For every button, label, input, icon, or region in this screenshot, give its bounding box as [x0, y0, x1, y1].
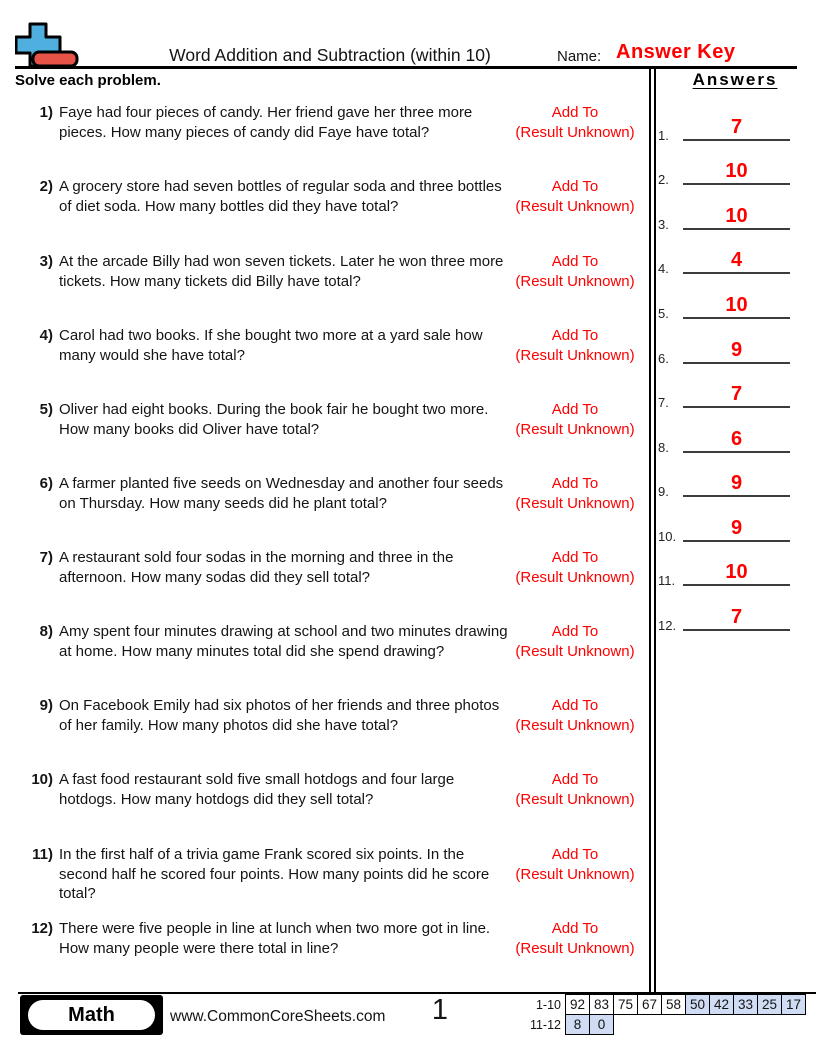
- tag-line2: (Result Unknown): [515, 494, 635, 512]
- score-table: [528, 994, 806, 1035]
- problem-row: [15, 474, 655, 513]
- answers-heading: Answers: [692, 70, 778, 89]
- score-row: [528, 1015, 806, 1035]
- answer-number-label: 9.: [658, 484, 669, 499]
- tag-line1: Add To: [551, 104, 599, 121]
- problem-number: 12): [31, 920, 53, 937]
- problem-number: 10): [31, 771, 53, 788]
- answer-row: [656, 470, 806, 499]
- problem-number: 11): [32, 846, 53, 863]
- tag-line2: (Result Unknown): [515, 790, 635, 808]
- tag-line1: Add To: [551, 623, 599, 640]
- problem-text: A fast food restaurant sold five small hotdogs and four large hotdogs. How many hotdogs did they sell total?: [59, 771, 455, 808]
- answer-line: [683, 406, 790, 408]
- answer-line: [683, 272, 790, 274]
- problem-text: Oliver had eight books. During the book fair he bought two more. How many books did Oliver have total?: [59, 401, 489, 438]
- answer-line: [683, 451, 790, 453]
- answer-row: [656, 337, 806, 366]
- tag-line1: Add To: [551, 475, 599, 492]
- answer-number-label: 11.: [658, 573, 676, 588]
- problem-row: [15, 177, 655, 216]
- score-cell: 17: [782, 995, 806, 1015]
- problem-type-tag: [495, 622, 655, 661]
- answer-row: [656, 158, 806, 187]
- answer-line: [683, 139, 790, 141]
- problem-type-tag: [495, 326, 655, 365]
- score-cell: 58: [662, 995, 686, 1015]
- answer-row: [656, 114, 806, 143]
- problem-row: [15, 548, 655, 587]
- answer-line: [683, 540, 790, 542]
- answer-key-text: Answer Key: [616, 41, 736, 63]
- tag-line1: Add To: [551, 846, 599, 863]
- answer-line: [683, 228, 790, 230]
- score-cell: 8: [566, 1015, 590, 1035]
- problem-row: [15, 770, 655, 809]
- answer-row: [656, 292, 806, 321]
- problem-number: 8): [39, 623, 53, 640]
- problem-row: [15, 845, 655, 904]
- problem-type-tag: [495, 548, 655, 587]
- tag-line1: Add To: [551, 549, 599, 566]
- answer-value: 9: [730, 517, 743, 539]
- problem-number: 7): [39, 549, 53, 566]
- tag-line1: Add To: [551, 327, 599, 344]
- score-cell: 75: [614, 995, 638, 1015]
- problem-number: 9): [39, 697, 53, 714]
- answer-value: 10: [725, 294, 748, 316]
- subject-label: Math: [28, 1000, 155, 1030]
- problem-number: 2): [39, 178, 53, 195]
- problem-text: A restaurant sold four sodas in the morning and three in the afternoon. How many sodas did they sell total?: [59, 549, 454, 586]
- answer-row: [656, 559, 806, 588]
- problem-type-tag: [495, 103, 655, 142]
- score-row-label: 1-10: [535, 997, 561, 1012]
- answer-number-label: 4.: [658, 261, 669, 276]
- problem-type-tag: [495, 400, 655, 439]
- problem-type-tag: [495, 696, 655, 735]
- score-cell: 50: [686, 995, 710, 1015]
- answer-line: [683, 584, 790, 586]
- answer-value: 4: [730, 249, 743, 271]
- problem-type-tag: [495, 474, 655, 513]
- answer-line: [683, 183, 790, 185]
- answer-value: 7: [730, 383, 743, 405]
- problem-text: Carol had two books. If she bought two more at a yard sale how many would she have total?: [59, 327, 483, 364]
- problem-text: In the first half of a trivia game Frank scored six points. In the second half he scored four points. How many points did he score total?: [59, 846, 490, 902]
- tag-line2: (Result Unknown): [515, 865, 635, 883]
- tag-line1: Add To: [551, 697, 599, 714]
- page-number: 1: [431, 994, 449, 1026]
- tag-line2: (Result Unknown): [515, 420, 635, 438]
- answer-number-label: 5.: [658, 306, 669, 321]
- problem-row: [15, 919, 655, 958]
- problem-number: 1): [39, 104, 53, 121]
- answer-row: [656, 515, 806, 544]
- answer-number-label: 12.: [658, 618, 677, 633]
- answer-number-label: 6.: [658, 351, 669, 366]
- answer-number-label: 7.: [658, 395, 669, 410]
- answer-value: 6: [730, 428, 743, 450]
- score-cell: 92: [566, 995, 590, 1015]
- tag-line2: (Result Unknown): [515, 197, 635, 215]
- tag-line1: Add To: [551, 401, 599, 418]
- problem-text: Faye had four pieces of candy. Her friend gave her three more pieces. How many pieces of candy did Faye have total?: [59, 104, 473, 141]
- answer-value: 7: [730, 116, 743, 138]
- score-row: [528, 995, 806, 1015]
- problem-type-tag: [495, 770, 655, 809]
- plus-minus-logo-icon: [15, 21, 81, 76]
- problem-row: [15, 696, 655, 735]
- problem-text: On Facebook Emily had six photos of her friends and three photos of her family. How many photos did she have total?: [59, 697, 500, 734]
- tag-line1: Add To: [551, 253, 599, 270]
- problem-number: 3): [39, 253, 53, 270]
- score-cell: 42: [710, 995, 734, 1015]
- score-cell: 25: [758, 995, 782, 1015]
- answer-number-label: 3.: [658, 217, 669, 232]
- problem-row: [15, 252, 655, 291]
- problem-row: [15, 622, 655, 661]
- score-row-label: 11-12: [529, 1017, 561, 1032]
- tag-line1: Add To: [551, 178, 599, 195]
- tag-line2: (Result Unknown): [515, 568, 635, 586]
- tag-line2: (Result Unknown): [515, 642, 635, 660]
- answer-number-label: 10.: [658, 529, 677, 544]
- score-cell: 33: [734, 995, 758, 1015]
- answer-line: [683, 495, 790, 497]
- problem-number: 4): [39, 327, 53, 344]
- score-cell: 0: [590, 1015, 614, 1035]
- tag-line2: (Result Unknown): [515, 939, 635, 957]
- problem-text: A grocery store had seven bottles of regular soda and three bottles of diet soda. How many bottles did they have total?: [59, 178, 502, 215]
- answer-row: [656, 426, 806, 455]
- answer-value: 10: [725, 205, 748, 227]
- math-badge: [20, 995, 163, 1035]
- website-text: www.CommonCoreSheets.com: [170, 1008, 386, 1025]
- problem-text: A farmer planted five seeds on Wednesday and another four seeds on Thursday. How many seeds did he plant total?: [59, 475, 504, 512]
- answer-row: [656, 604, 806, 633]
- page-title: Word Addition and Subtraction (within 10): [169, 45, 491, 65]
- header-rule: [15, 66, 797, 69]
- answer-value: 9: [730, 339, 743, 361]
- tag-line1: Add To: [551, 771, 599, 788]
- answer-row: [656, 381, 806, 410]
- answer-row: [656, 247, 806, 276]
- problem-row: [15, 326, 655, 365]
- problem-text: There were five people in line at lunch when two more got in line. How many people were there total in line?: [59, 920, 491, 957]
- answer-number-label: 1.: [658, 128, 669, 143]
- problem-text: Amy spent four minutes drawing at school and two minutes drawing at home. How many minutes total did she spend drawing?: [59, 623, 508, 660]
- tag-line2: (Result Unknown): [515, 346, 635, 364]
- score-cell: 83: [590, 995, 614, 1015]
- tag-line2: (Result Unknown): [515, 123, 635, 141]
- tag-line2: (Result Unknown): [515, 272, 635, 290]
- problem-type-tag: [495, 845, 655, 884]
- answer-line: [683, 629, 790, 631]
- answer-value: 7: [730, 606, 743, 628]
- tag-line1: Add To: [551, 920, 599, 937]
- answer-row: [656, 203, 806, 232]
- answer-line: [683, 317, 790, 319]
- problem-row: [15, 103, 655, 142]
- score-cell: 67: [638, 995, 662, 1015]
- problem-row: [15, 400, 655, 439]
- problem-type-tag: [495, 177, 655, 216]
- tag-line2: (Result Unknown): [515, 716, 635, 734]
- problem-number: 6): [39, 475, 53, 492]
- answer-value: 10: [725, 160, 748, 182]
- answer-line: [683, 362, 790, 364]
- answer-value: 9: [730, 472, 743, 494]
- problem-number: 5): [39, 401, 53, 418]
- answer-value: 10: [725, 561, 748, 583]
- name-label: Name:: [557, 48, 602, 65]
- problem-type-tag: [495, 252, 655, 291]
- instruction-text: Solve each problem.: [15, 72, 161, 89]
- answer-number-label: 8.: [658, 440, 669, 455]
- problem-type-tag: [495, 919, 655, 958]
- problem-text: At the arcade Billy had won seven tickets. Later he won three more tickets. How many tickets did Billy have total?: [59, 253, 504, 290]
- answer-number-label: 2.: [658, 172, 669, 187]
